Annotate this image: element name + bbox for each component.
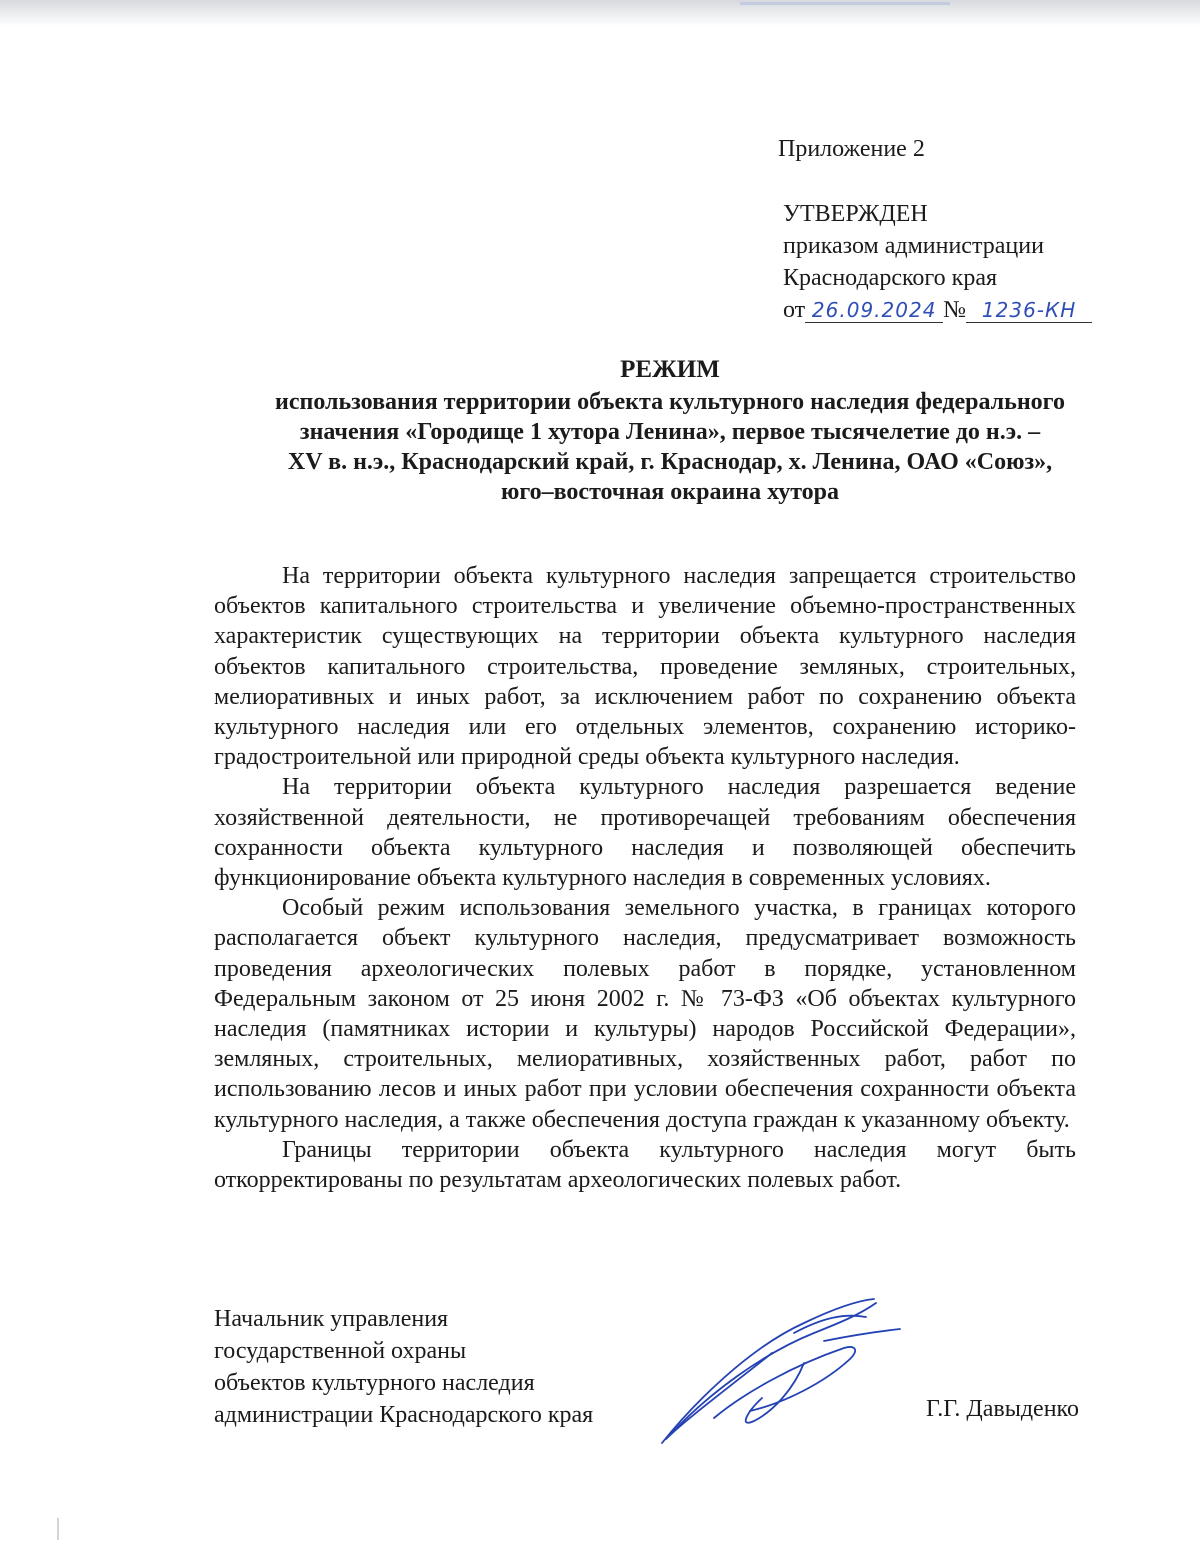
scan-margin-mark <box>57 1518 59 1540</box>
signature-block <box>214 1303 1079 1463</box>
position-line: государственной охраны <box>214 1338 467 1364</box>
approved-label: УТВЕРЖДЕН <box>783 201 928 227</box>
position-line: Начальник управления <box>214 1306 449 1332</box>
number-label: № <box>943 297 967 323</box>
document-title <box>160 355 1180 507</box>
approval-line-2: Краснодарского края <box>783 265 998 291</box>
from-label: от <box>783 297 806 323</box>
order-reference <box>783 294 1143 326</box>
paragraph: На территории объекта культурного наследия разрешается ведение хозяйственной деятельности, не противоречащей требованиям обеспечения сохранности объекта культурного наследия и позволяющей обеспечить функционирование объекта культурного наследия в современных условиях. <box>214 774 1076 892</box>
signatory-name: Г.Г. Давыденко <box>926 1396 1079 1422</box>
title-line: юго–восточная окраина хутора <box>500 479 840 505</box>
annex-label: Приложение 2 <box>778 136 925 162</box>
approval-line-1: приказом администрации <box>783 233 1044 259</box>
paragraph: На территории объекта культурного наследия запрещается строительство объектов капитального строительства и увеличение объемно-пространственных характеристик существующих на территории объекта культурного наследия объектов капитального строительства, проведение земляных, строительных, мелиоративных и иных работ, за исключением работ по сохранению объекта культурного наследия или его отдельных элементов, сохранению историко-градостроительной или природной среды объекта культурного наследия. <box>214 563 1076 771</box>
order-number-handwritten: 1236-КН <box>966 298 1092 323</box>
handwritten-signature-icon <box>654 1293 904 1448</box>
scan-edge-shadow <box>0 0 1200 26</box>
order-date-handwritten: 26.09.2024 <box>805 298 943 323</box>
paragraph: Особый режим использования земельного участка, в границах которого располагается объект культурного наследия, предусматривает возможность проведения археологических полевых работ в порядке, установленном Федеральным законом от 25 июня 2002 г. № 73-ФЗ «Об объектах культурного наследия (памятниках истории и культуры) народов Российской Федерации», земляных, строительных, мелиоративных, хозяйственных работ, работ по использованию лесов и иных работ при условии обеспечения сохранности объекта культурного наследия, а также обеспечения доступа граждан к указанному объекту. <box>214 895 1076 1133</box>
title-main: РЕЖИМ <box>620 356 720 383</box>
approval-stamp-block <box>778 133 1143 326</box>
title-line: использования территории объекта культурного наследия федерального <box>275 389 1065 415</box>
title-line: XV в. н.э., Краснодарский край, г. Краснодар, х. Ленина, ОАО «Союз», <box>287 449 1053 475</box>
position-line: объектов культурного наследия <box>214 1370 535 1396</box>
title-line: значения «Городище 1 хутора Ленина», первое тысячелетие до н.э. – <box>299 419 1041 445</box>
paragraph: Границы территории объекта культурного наследия могут быть откорректированы по результатам археологических полевых работ. <box>214 1136 1076 1194</box>
position-line: администрации Краснодарского края <box>214 1402 594 1428</box>
document-body <box>214 561 1076 1195</box>
scan-streak <box>740 2 950 5</box>
